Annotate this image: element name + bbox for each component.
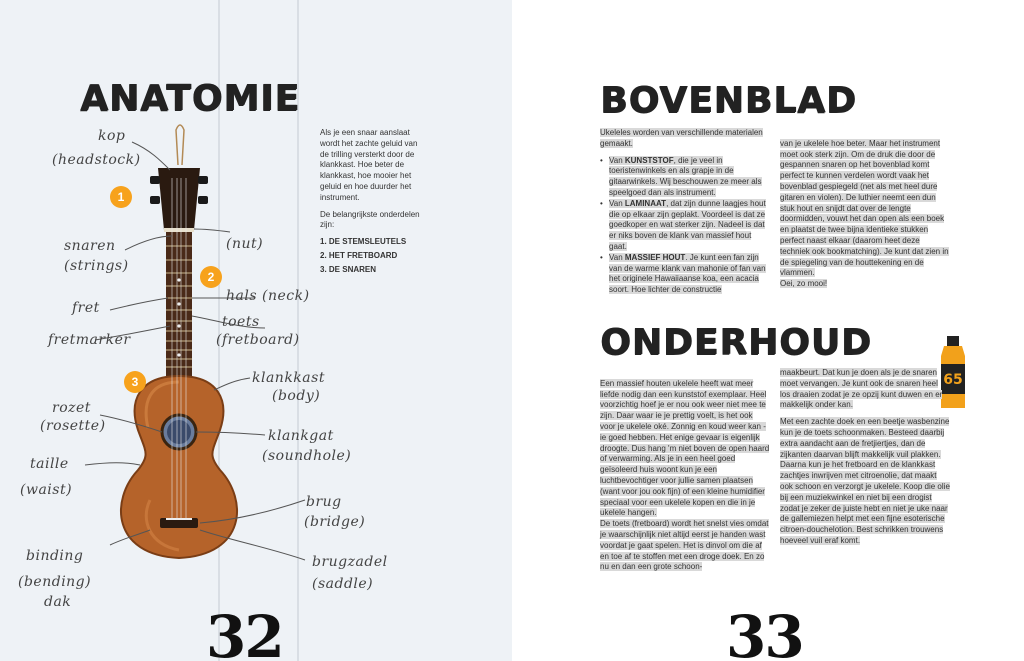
label-dak: dak: [44, 594, 72, 610]
parts-list-item: 2. HET FRETBOARD: [320, 250, 398, 260]
label-saddle: (saddle): [312, 576, 374, 592]
label-waist: (waist): [20, 482, 73, 498]
material-list: [600, 156, 770, 296]
intro-list-heading: De belangrijkste onderdelen zijn:: [320, 209, 420, 230]
parts-list-item: 1. DE STEMSLEUTELS: [320, 237, 407, 247]
label-binding: binding: [26, 548, 84, 564]
bottle-label: 65: [943, 372, 963, 388]
label-kop: kop: [98, 128, 126, 144]
marker-2: 2: [200, 266, 222, 288]
parts-list: [320, 237, 424, 275]
label-nut: (nut): [226, 236, 264, 252]
onderhoud-paragraph: Met een zachte doek en een beetje wasbenzine kun je de toets schoonmaken. Besteed daarbij extra aandacht aan de fretjiertjes, dan de zijkanten daarvan blijft makkelijk vuil plakken. Daarna kun je het fretboard en de klankkast zachtjes inwrijven met citroenolie, dat maakt ook schoon en verzorgt je ukelele. Koop die olie bij een muziekwinkel en niet bij een drogist zodat je zeker de juiste hebt en niet je uke naar de gallemiezen helpt met een fijne esoterische citroen-douchelotion. Best schrikken trouwens hoeveel vuil eraf komt.: [780, 417, 950, 545]
right-page: [512, 0, 1024, 661]
material-item: • Van KUNSTSTOF, die je veel in toeristenwinkels en als grapje in de gitaarwinkels. Wij beschouwen ze meer als speelgoed dan als instrument.: [600, 156, 770, 199]
bovenblad-col2: van je ukelele hoe beter. Maar het instrument moet ook sterk zijn. Om de druk die door de gespannen snaren op het bovenblad komt perfect te kunnen verdelen wordt vaak het bovenblad gespiegeld (net als met heel dure gitaren en violen). De luthier neemt een dun stuk hout en snijdt dat over de lengte doormidden, vouwt het dan open als een boek en plaatst de twee bijna identieke stukken perfect naast elkaar (daarom heet deze techniek ook bookmatching). Je kunt dat zien in de spiegeling van de houttekening en de vlammen. Oei, zo mooi!: [780, 138, 949, 289]
label-brugzadel: brugzadel: [312, 554, 388, 570]
heading-bovenblad: BOVENBLAD: [600, 80, 857, 121]
label-soundhole: (soundhole): [262, 448, 352, 464]
material-item: • Van MASSIEF HOUT. Je kunt een fan zijn van de warme klank van mahonie of fan van het originele Hawaiiaanse koa, een acacia soort. Hoe lichter de constructie: [600, 253, 770, 296]
label-rosette: (rosette): [40, 418, 106, 434]
label-toets: toets: [222, 314, 260, 330]
page-title-anatomie: ANATOMIE: [80, 78, 301, 119]
intro-text: [320, 128, 424, 279]
label-bending: (bending): [18, 574, 92, 590]
label-rozet: rozet: [52, 400, 91, 416]
label-body: (body): [272, 388, 321, 404]
marker-1: 1: [110, 186, 132, 208]
label-fret: fret: [72, 300, 100, 316]
label-headstock: (headstock): [52, 152, 141, 168]
onderhoud-col2: [780, 368, 950, 553]
heading-onderhoud: ONDERHOUD: [600, 322, 872, 363]
label-snaren: snaren: [64, 238, 116, 254]
page-number-right: 33: [726, 603, 803, 661]
bovenblad-col1: [600, 128, 770, 296]
intro-paragraph: Als je een snaar aanslaat wordt het zachte geluid van de trilling versterkt door de klankkast. Hoe beter de klankkast, hoe mooier het geluid en hoe duurder het instrument.: [320, 128, 418, 202]
onderhoud-col1: Een massief houten ukelele heeft wat meer liefde nodig dan een kunststof exemplaar. Heel voorzichtig hoef je er nou ook weer niet mee te zijn. Daar waar ie je prettig voelt, is het ook voor je ukelele oké. Zonnig en koud weer kan - ie goed hebben. Het enige gevaar is eigenlijk droogte. Dus hang 'm niet boven de open haard of verwarming. Als je in een heel goed geïsoleerd huis woont kun je een luchtbevochtiger voor jullie samen plaatsen (want voor jou ook fijn) of een kleine humidifier speciaal voor een ukelele kopen en die in je ukelele hangen. De toets (fretboard) wordt het snelst vies omdat je waarschijnlijk niet altijd eerst je handen wast voordat je gaat spelen. Het is dinvol om die af en toe af te stoffen met een droge doek. En zo nu en dan een grote schoon-: [600, 378, 770, 572]
onderhoud-paragraph: maakbeurt. Dat kun je doen als je de snaren moet vervangen. Je kunt ook de snaren heel los draaien zodat je ze opzij kunt duwen en er makkelijk onder kan.: [780, 368, 943, 410]
label-strings: (strings): [64, 258, 129, 274]
label-taille: taille: [30, 456, 69, 472]
label-fretboard: (fretboard): [216, 332, 300, 348]
parts-list-item: 3. DE SNAREN: [320, 264, 377, 274]
marker-3: 3: [124, 371, 146, 393]
page-number-left: 32: [206, 603, 283, 661]
bovenblad-intro: Ukeleles worden van verschillende materialen gemaakt.: [600, 128, 763, 148]
label-fretmarker: fretmarker: [48, 332, 131, 348]
label-klankkast: klankkast: [252, 370, 325, 386]
label-bridge: (bridge): [304, 514, 366, 530]
material-item: • Van LAMINAAT, dat zijn dunne laagjes hout die op elkaar zijn geplakt. Voordeel is dat ze goedkoper en wat sterker zijn. Nadeel is dat er niks boven de klank van massief hout gaat.: [600, 199, 770, 253]
label-brug: brug: [306, 494, 342, 510]
label-hals: hals (neck): [226, 288, 310, 304]
label-klankgat: klankgat: [268, 428, 334, 444]
